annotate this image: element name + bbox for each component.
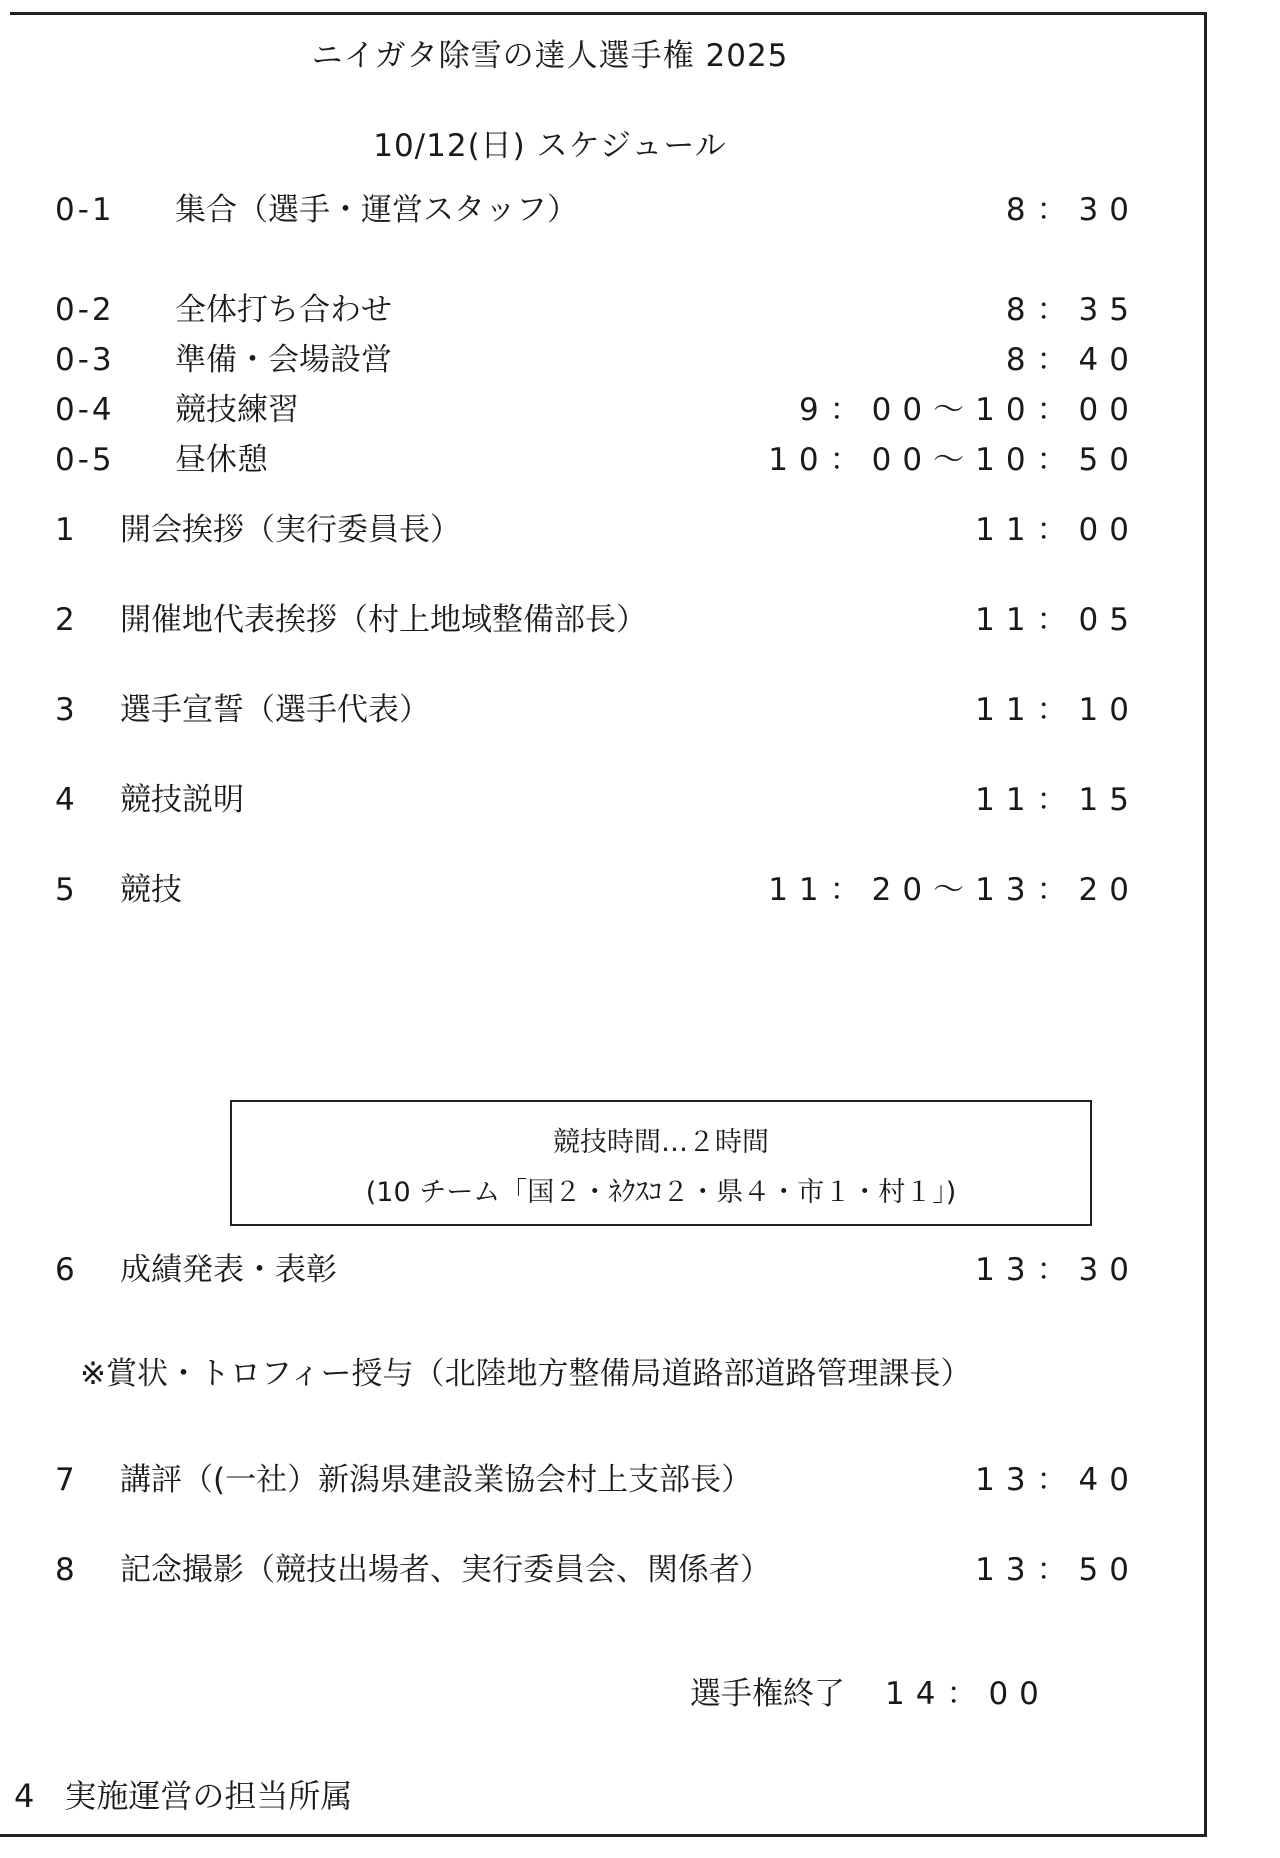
item-label: 昼休憩 (175, 442, 268, 478)
item-number: 0-3 (55, 342, 115, 378)
item-number: 2 (55, 602, 78, 638)
finish-label: 選手権終了 (690, 1676, 845, 1712)
item-number: 6 (55, 1252, 78, 1288)
schedule-row (0, 340, 1280, 380)
item-number: 5 (55, 872, 78, 908)
schedule-row (0, 1550, 1280, 1590)
schedule-row (0, 780, 1280, 820)
item-label: 記念撮影（競技出場者、実行委員会、関係者） (120, 1552, 771, 1588)
award-note: ※賞状・トロフィー授与（北陸地方整備局道路部道路管理課長） (80, 1356, 972, 1392)
item-label: 競技練習 (175, 392, 299, 428)
schedule-row (0, 290, 1280, 330)
item-number: 4 (55, 782, 78, 818)
item-time: 13：40 (975, 1462, 1140, 1498)
item-time: 13：30 (975, 1252, 1140, 1288)
item-time: 9：00～10：00 (798, 392, 1140, 428)
schedule-row (0, 190, 1280, 230)
item-label: 開催地代表挨拶（村上地域整備部長） (120, 602, 647, 638)
item-time: 11：05 (975, 602, 1140, 638)
schedule-row (0, 510, 1280, 550)
item-label: 準備・会場設営 (175, 342, 392, 378)
schedule-row (0, 870, 1280, 910)
item-time: 11：15 (975, 782, 1140, 818)
item-number: 0-2 (55, 292, 115, 328)
schedule-row (0, 1250, 1280, 1290)
schedule-row (0, 690, 1280, 730)
section-title: 実施運営の担当所属 (64, 1777, 353, 1815)
item-time: 8：35 (1005, 292, 1140, 328)
item-label: 成績発表・表彰 (120, 1252, 337, 1288)
item-number: 7 (55, 1462, 78, 1498)
schedule-row (0, 600, 1280, 640)
item-number: 8 (55, 1552, 78, 1588)
item-time: 11：00 (975, 512, 1140, 548)
item-time: 11：20～13：20 (768, 872, 1140, 908)
finish-time: 14：00 (885, 1676, 1050, 1712)
item-label: 集合（選手・運営スタッフ） (175, 192, 578, 228)
item-number: 0-1 (55, 192, 115, 228)
item-label: 全体打ち合わせ (175, 292, 392, 328)
competition-info-box (230, 1100, 1092, 1226)
bottom-rule (0, 1834, 1207, 1837)
item-label: 開会挨拶（実行委員長） (120, 512, 461, 548)
item-time: 8：30 (1005, 192, 1140, 228)
section-heading (14, 1776, 352, 1816)
item-label: 競技説明 (120, 782, 244, 818)
item-number: 0-4 (55, 392, 115, 428)
item-number: 0-5 (55, 442, 115, 478)
section-number: 4 (14, 1777, 35, 1815)
schedule-row (0, 1460, 1280, 1500)
item-number: 3 (55, 692, 78, 728)
item-label: 競技 (120, 872, 182, 908)
document-title: ニイガタ除雪の達人選手権 2025 (311, 38, 789, 74)
item-label: 講評（(一社）新潟県建設業協会村上支部長） (120, 1462, 753, 1498)
item-time: 11：10 (975, 692, 1140, 728)
team-breakdown: (10 チーム「国２・ﾈｸｽｺ２・県４・市１・村１｣) (365, 1177, 957, 1208)
schedule-row (0, 440, 1280, 480)
item-time: 10：00～10：50 (768, 442, 1140, 478)
schedule-subtitle: 10/12(日) スケジュール (373, 128, 727, 164)
championship-end (690, 1674, 1050, 1714)
item-number: 1 (55, 512, 78, 548)
item-label: 選手宣誓（選手代表） (120, 692, 430, 728)
schedule-row (0, 390, 1280, 430)
competition-duration: 競技時間…２時間 (553, 1127, 769, 1158)
item-time: 13：50 (975, 1552, 1140, 1588)
item-time: 8：40 (1005, 342, 1140, 378)
